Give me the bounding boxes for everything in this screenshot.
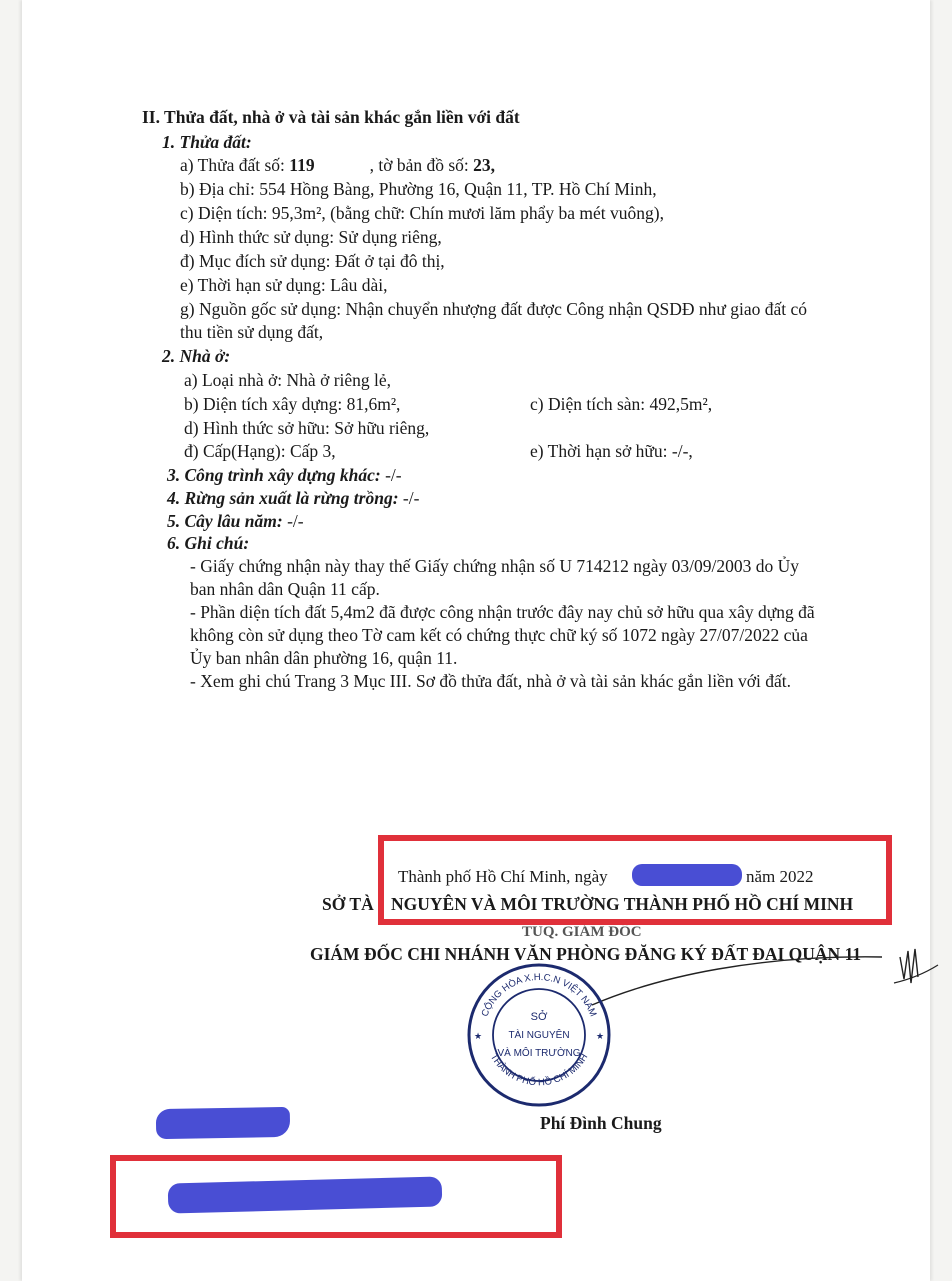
notes-heading: 6. Ghi chú: (167, 533, 250, 553)
signer-name: Phí Đình Chung (540, 1113, 662, 1133)
house-term: e) Thời hạn sở hữu: -/-, (530, 441, 693, 461)
other-works-label: 3. Công trình xây dựng khác: (167, 465, 381, 485)
forest-label: 4. Rừng sản xuất là rừng trồng: (167, 488, 399, 508)
house-grade: đ) Cấp(Hạng): Cấp 3, (184, 441, 336, 461)
perennial (167, 510, 304, 532)
stamp-ring-top: CỘNG HÒA X.H.C.N VIỆT NAM (479, 971, 599, 1019)
house-ownership: d) Hình thức sở hữu: Sở hữu riêng, (184, 418, 430, 438)
note-3: - Xem ghi chú Trang 3 Mục III. Sơ đồ thửa đất, nhà ở và tài sản khác gắn liền với đất. (190, 671, 792, 691)
highlight-box-signature (378, 835, 892, 925)
land-term: e) Thời hạn sử dụng: Lâu dài, (180, 275, 388, 295)
house-floor-area: c) Diện tích sàn: 492,5m², (530, 394, 713, 414)
stamp-text-2: TÀI NGUYÊN (508, 1030, 570, 1041)
note-1-cont: ban nhân dân Quận 11 cấp. (190, 579, 380, 599)
land-origin: g) Nguồn gốc sử dụng: Nhận chuyển nhượng đất được Công nhận QSDĐ như giao đất có (180, 299, 808, 319)
stamp-text-1: SỞ (530, 1011, 548, 1023)
land-plot-label: a) Thửa đất số: (180, 155, 290, 175)
land-origin-cont: thu tiền sử dụng đất, (180, 322, 324, 342)
section-title: II. Thửa đất, nhà ở và tài sản khác gắn liền với đất (142, 107, 520, 127)
agency-name-left: SỞ TÀ (322, 894, 374, 914)
date-line-start: Thành phố Hồ Chí Minh, ngày (398, 867, 608, 886)
forest-value: -/- (398, 488, 420, 508)
house-build-area: b) Diện tích xây dựng: 81,6m², (184, 394, 401, 414)
stamp-text-3: VÀ MÔI TRƯỜNG (497, 1048, 581, 1059)
house-type: a) Loại nhà ở: Nhà ở riêng lẻ, (184, 370, 392, 390)
note-2: - Phần diện tích đất 5,4m2 đã được công nhận trước đây nay chủ sở hữu qua xây dựng đã (190, 602, 815, 622)
agency-name-right: NGUYÊN VÀ MÔI TRƯỜNG THÀNH PHỐ HỒ CHÍ MINH (391, 894, 854, 914)
official-stamp (464, 960, 614, 1110)
perennial-value: -/- (282, 511, 304, 531)
land-plot-value: 119 (289, 155, 315, 175)
land-area: c) Diện tích: 95,3m², (bằng chữ: Chín mươi lăm phẩy ba mét vuông), (180, 203, 665, 223)
highlight-box-bottom (110, 1155, 562, 1238)
document-page (22, 0, 930, 1281)
land-plot-number (180, 154, 495, 176)
land-heading: 1. Thửa đất: (162, 132, 252, 152)
tuq-line: TUQ. GIÁM ĐỐC (522, 924, 642, 940)
forest (167, 487, 419, 509)
svg-text:★: ★ (474, 1031, 483, 1041)
other-works (167, 464, 402, 486)
land-map-value: 23, (473, 155, 496, 175)
director-title: GIÁM ĐỐC CHI NHÁNH VĂN PHÒNG ĐĂNG KÝ ĐẤT ĐAI QUẬN 11 (310, 944, 862, 964)
stamp-ring-bottom: THÀNH PHỐ HỒ CHÍ MINH (487, 1051, 591, 1089)
house-heading: 2. Nhà ở: (162, 346, 231, 366)
note-1: - Giấy chứng nhận này thay thế Giấy chứng nhận số U 714212 ngày 03/09/2003 do Ủy (190, 556, 800, 576)
note-2-cont2: Ủy ban nhân dân phường 16, quận 11. (190, 648, 458, 668)
land-usage-form: d) Hình thức sử dụng: Sử dụng riêng, (180, 227, 442, 247)
handwritten-signature (582, 935, 942, 1015)
other-works-value: -/- (380, 465, 402, 485)
land-address: b) Địa chỉ: 554 Hồng Bàng, Phường 16, Quận 11, TP. Hồ Chí Minh, (180, 179, 657, 199)
redaction-scribble-1 (156, 1107, 291, 1139)
svg-text:★: ★ (596, 1031, 605, 1041)
land-purpose: đ) Mục đích sử dụng: Đất ở tại đô thị, (180, 251, 445, 271)
date-line-end: năm 2022 (746, 867, 814, 886)
land-map-label: , tờ bản đồ số: (369, 155, 474, 175)
note-2-cont1: không còn sử dụng theo Tờ cam kết có chứng thực chữ ký số 1072 ngày 27/07/2022 của (190, 625, 808, 645)
perennial-label: 5. Cây lâu năm: (167, 511, 283, 531)
